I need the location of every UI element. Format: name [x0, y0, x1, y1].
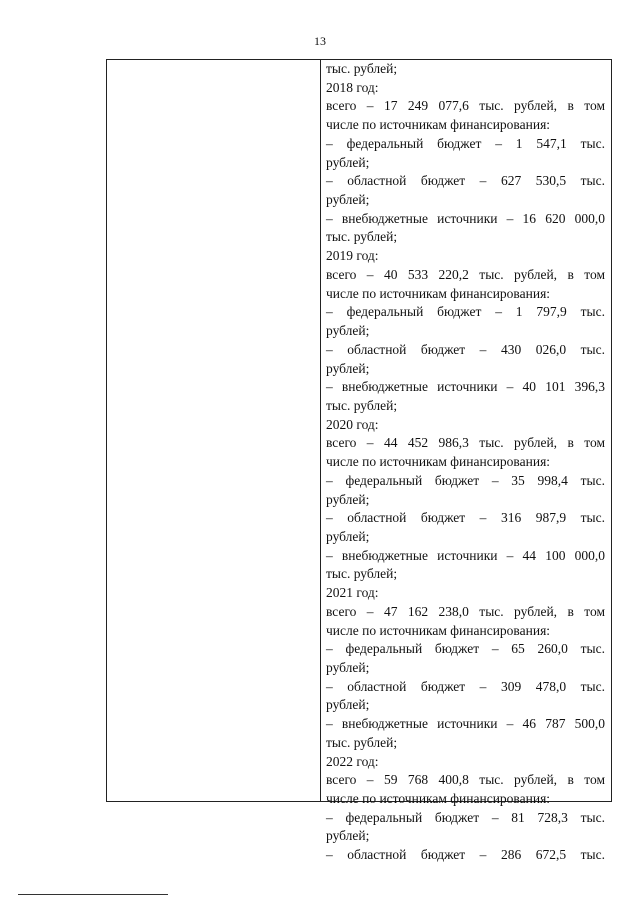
table-right-cell [321, 60, 611, 863]
page-number: 13 [314, 34, 326, 48]
table-text-line: всего – 17 249 077,6 тыс. рублей, в том [326, 98, 605, 114]
table-text-line: числе по источникам финансирования: [326, 791, 551, 807]
table-text-line: – федеральный бюджет – 1 797,9 тыс. [326, 304, 605, 320]
table-text-line: – федеральный бюджет – 65 260,0 тыс. [326, 641, 605, 657]
table-text-line: 2021 год: [326, 585, 379, 601]
table-text-line: – внебюджетные источники – 44 100 000,0 [326, 547, 605, 563]
table-text-line: рублей; [326, 697, 370, 713]
table-text-line: всего – 59 768 400,8 тыс. рублей, в том [326, 772, 605, 788]
table-text-line: тыс. рублей; [326, 397, 398, 413]
table-text-line: рублей; [326, 491, 370, 507]
table-text-line: числе по источникам финансирования: [326, 117, 551, 133]
table-text-line: тыс. рублей; [326, 229, 398, 245]
table-text-line: тыс. рублей; [326, 566, 398, 582]
table-text-line: рублей; [326, 154, 370, 170]
table-text-line: – областной бюджет – 627 530,5 тыс. [326, 173, 605, 189]
table-text-line: числе по источникам финансирования: [326, 454, 551, 470]
table-text-line: – федеральный бюджет – 35 998,4 тыс. [326, 472, 605, 488]
table-text-line: – областной бюджет – 286 672,5 тыс. [326, 847, 605, 863]
table-text-line: рублей; [326, 528, 370, 544]
table-text-line: – внебюджетные источники – 16 620 000,0 [326, 210, 605, 226]
table-text-line: числе по источникам финансирования: [326, 285, 551, 301]
table-text-line: всего – 40 533 220,2 тыс. рублей, в том [326, 266, 605, 282]
table-text-line: рублей; [326, 323, 370, 339]
table-text-line: рублей; [326, 828, 370, 844]
table-text-line: – внебюджетные источники – 40 101 396,3 [326, 379, 605, 395]
table-text-line: тыс. рублей; [326, 61, 398, 76]
table-text-line: – областной бюджет – 309 478,0 тыс. [326, 678, 605, 694]
table-text-line: 2022 год: [326, 753, 379, 769]
table-text-line: рублей; [326, 360, 370, 376]
table-text-line: 2018 год: [326, 79, 379, 95]
table-text-line: числе по источникам финансирования: [326, 622, 551, 638]
table-text-line: тыс. рублей; [326, 734, 398, 750]
table-left-cell [107, 60, 321, 801]
table-text-line: 2020 год: [326, 416, 379, 432]
footer-rule [18, 894, 168, 895]
table-text-line: 2019 год: [326, 248, 379, 264]
table-text-line: – внебюджетные источники – 46 787 500,0 [326, 716, 605, 732]
table-text-line: всего – 44 452 986,3 тыс. рублей, в том [326, 435, 605, 451]
table-text-line: рублей; [326, 192, 370, 208]
table-text-line: рублей; [326, 660, 370, 675]
table-text-line: – областной бюджет – 316 987,9 тыс. [326, 510, 605, 526]
table-text-line: всего – 47 162 238,0 тыс. рублей, в том [326, 603, 605, 619]
table-text-line: – федеральный бюджет – 81 728,3 тыс. [326, 809, 605, 825]
funding-table [106, 59, 612, 863]
table-text-line: – федеральный бюджет – 1 547,1 тыс. [326, 135, 605, 151]
table-text-line: – областной бюджет – 430 026,0 тыс. [326, 341, 605, 357]
